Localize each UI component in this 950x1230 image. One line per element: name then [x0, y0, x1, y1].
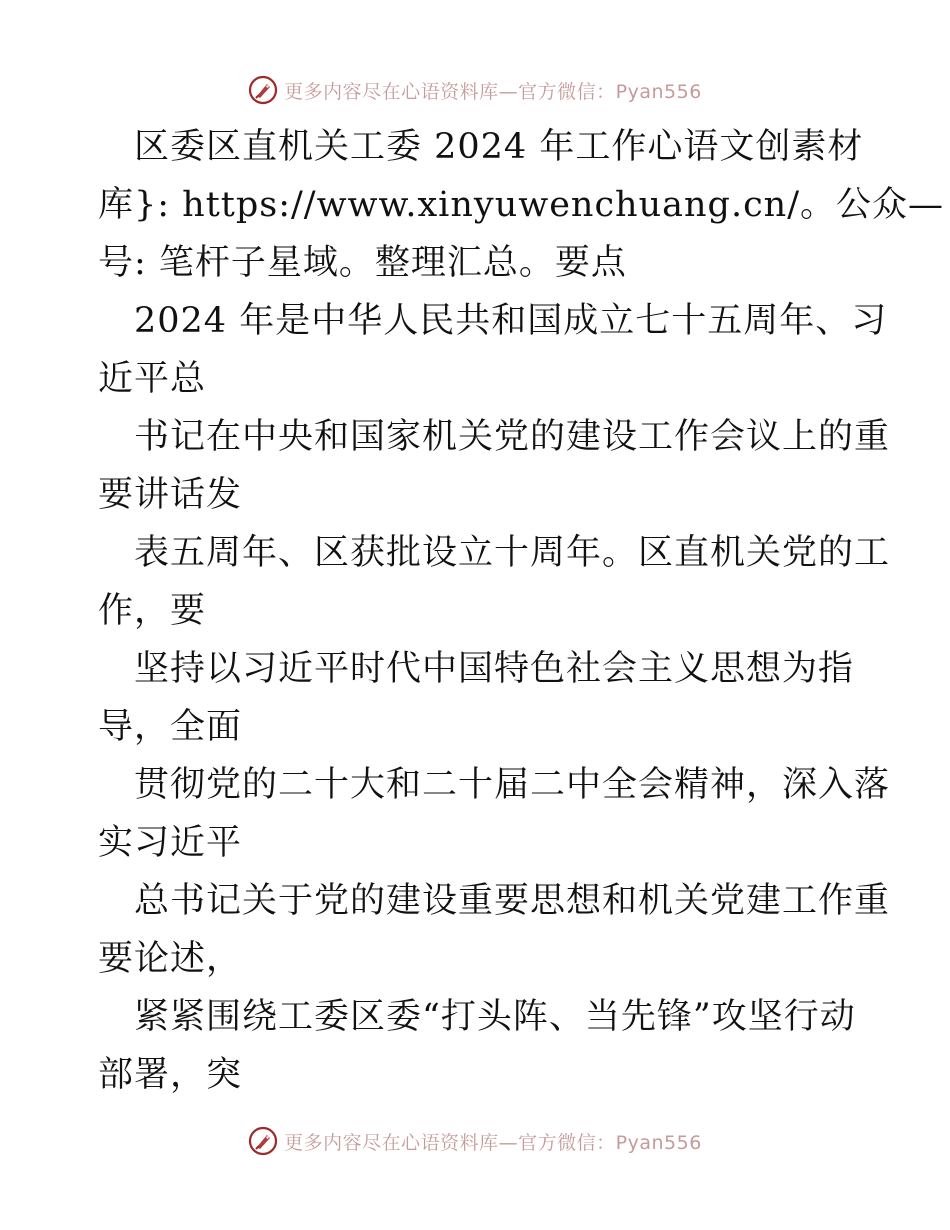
paragraph-line: 要论述， — [98, 939, 243, 979]
header-banner-inner — [248, 75, 702, 105]
paragraph-line: 贯彻党的二十大和二十届二中全会精神，深入落 — [134, 765, 891, 805]
paragraph-line: 表五周年、区获批设立十周年。区直机关党的工 — [134, 533, 891, 573]
header-banner-text: 更多内容尽在心语资料库—官方微信：Pyan556 — [284, 80, 702, 103]
paragraph-line: 库}: https://www.xinyuwenchuang.cn/。公众— — [98, 185, 945, 225]
document-body — [98, 118, 945, 1104]
footer-banner-text: 更多内容尽在心语资料库—官方微信：Pyan556 — [284, 1131, 702, 1154]
footer-banner-inner — [248, 1126, 702, 1156]
paragraph-line: 近平总 — [98, 359, 207, 399]
paragraph-line: 号: 笔杆子星域。整理汇总。要点 — [98, 243, 627, 283]
paragraph-line: 坚持以习近平时代中国特色社会主义思想为指 — [134, 649, 855, 689]
paragraph-line: 要讲话发 — [98, 475, 243, 515]
paragraph-line: 作，要 — [98, 591, 207, 631]
paragraph-line: 紧紧围绕工委区委“打头阵、当先锋”攻坚行动 — [134, 997, 856, 1037]
paragraph-line: 区委区直机关工委 2024 年工作心语文创素材 — [134, 127, 864, 167]
paragraph-line: 书记在中央和国家机关党的建设工作会议上的重 — [134, 417, 891, 457]
paragraph-line: 2024 年是中华人民共和国成立七十五周年、习 — [134, 301, 888, 341]
paragraph-line: 实习近平 — [98, 823, 243, 863]
paragraph-line: 部署，突 — [98, 1055, 243, 1095]
pen-nib-logo-icon — [248, 75, 278, 105]
pen-nib-logo-icon — [248, 1126, 278, 1156]
paragraph-line: 总书记关于党的建设重要思想和机关党建工作重 — [134, 881, 891, 921]
paragraph-line: 导，全面 — [98, 707, 243, 747]
header-banner — [0, 70, 950, 110]
footer-banner — [0, 1121, 950, 1161]
